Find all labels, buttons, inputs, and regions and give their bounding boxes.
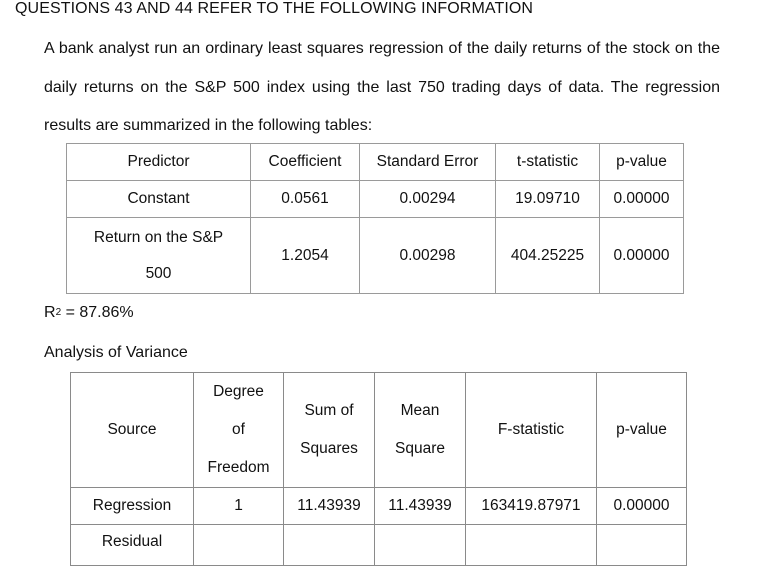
p-value-cell: 0.00000 — [600, 181, 684, 218]
header-source: Source — [71, 373, 194, 488]
t-statistic-cell: 19.09710 — [496, 181, 600, 218]
df-cell: 1 — [194, 488, 284, 525]
source-cell: Regression — [71, 488, 194, 525]
df-cell — [194, 525, 284, 566]
header-p-value: p-value — [597, 373, 687, 488]
p-value-cell — [597, 525, 687, 566]
mean-square-cell: 11.43939 — [375, 488, 466, 525]
table-header-row — [71, 373, 687, 488]
sum-of-squares-cell: 11.43939 — [284, 488, 375, 525]
r-squared-value: = 87.86% — [61, 304, 134, 321]
t-statistic-cell: 404.25225 — [496, 218, 600, 294]
header-standard-error: Standard Error — [360, 144, 496, 181]
header-f-statistic: F-statistic — [466, 373, 597, 488]
header-line: of — [232, 421, 245, 438]
predictor-cell — [67, 218, 251, 294]
standard-error-cell: 0.00294 — [360, 181, 496, 218]
header-line: Square — [395, 440, 445, 457]
source-cell: Residual — [71, 525, 194, 566]
anova-table — [70, 372, 687, 566]
f-statistic-cell — [466, 525, 597, 566]
header-line: Squares — [300, 440, 358, 457]
header-p-value: p-value — [600, 144, 684, 181]
header-coefficient: Coefficient — [251, 144, 360, 181]
header-sum-of-squares — [284, 373, 375, 488]
section-heading: QUESTIONS 43 AND 44 REFER TO THE FOLLOWING INFORMATION — [15, 0, 534, 17]
coefficient-cell: 0.0561 — [251, 181, 360, 218]
r-squared-symbol: R — [44, 304, 56, 321]
predictor-label-line: 500 — [145, 264, 172, 282]
p-value-cell: 0.00000 — [600, 218, 684, 294]
r-squared-exponent: 2 — [55, 307, 62, 318]
f-statistic-cell: 163419.87971 — [466, 488, 597, 525]
predictor-cell: Constant — [67, 181, 251, 218]
table-row — [67, 181, 684, 218]
predictor-label-line: Return on the S&P — [93, 228, 224, 246]
p-value-cell: 0.00000 — [597, 488, 687, 525]
header-degrees-of-freedom — [194, 373, 284, 488]
table-row — [67, 218, 684, 294]
header-line: Sum of — [304, 402, 354, 419]
regression-results-table — [66, 143, 684, 294]
table-header-row — [67, 144, 684, 181]
header-line: Mean — [400, 402, 440, 419]
header-predictor: Predictor — [67, 144, 251, 181]
table-row — [71, 488, 687, 525]
header-line: Degree — [213, 383, 264, 400]
sum-of-squares-cell — [284, 525, 375, 566]
coefficient-cell: 1.2054 — [251, 218, 360, 294]
header-line: Freedom — [207, 459, 270, 476]
header-t-statistic: t-statistic — [496, 144, 600, 181]
anova-title: Analysis of Variance — [44, 344, 188, 361]
mean-square-cell — [375, 525, 466, 566]
r-squared-text — [44, 304, 134, 322]
header-mean-square — [375, 373, 466, 488]
intro-paragraph: A bank analyst run an ordinary least squares regression of the daily returns of the stock on the daily returns on the S&P 500 index using the last 750 trading days of data. The regression results are summarized in the following tables: — [44, 40, 720, 134]
table-row — [71, 525, 687, 566]
standard-error-cell: 0.00298 — [360, 218, 496, 294]
